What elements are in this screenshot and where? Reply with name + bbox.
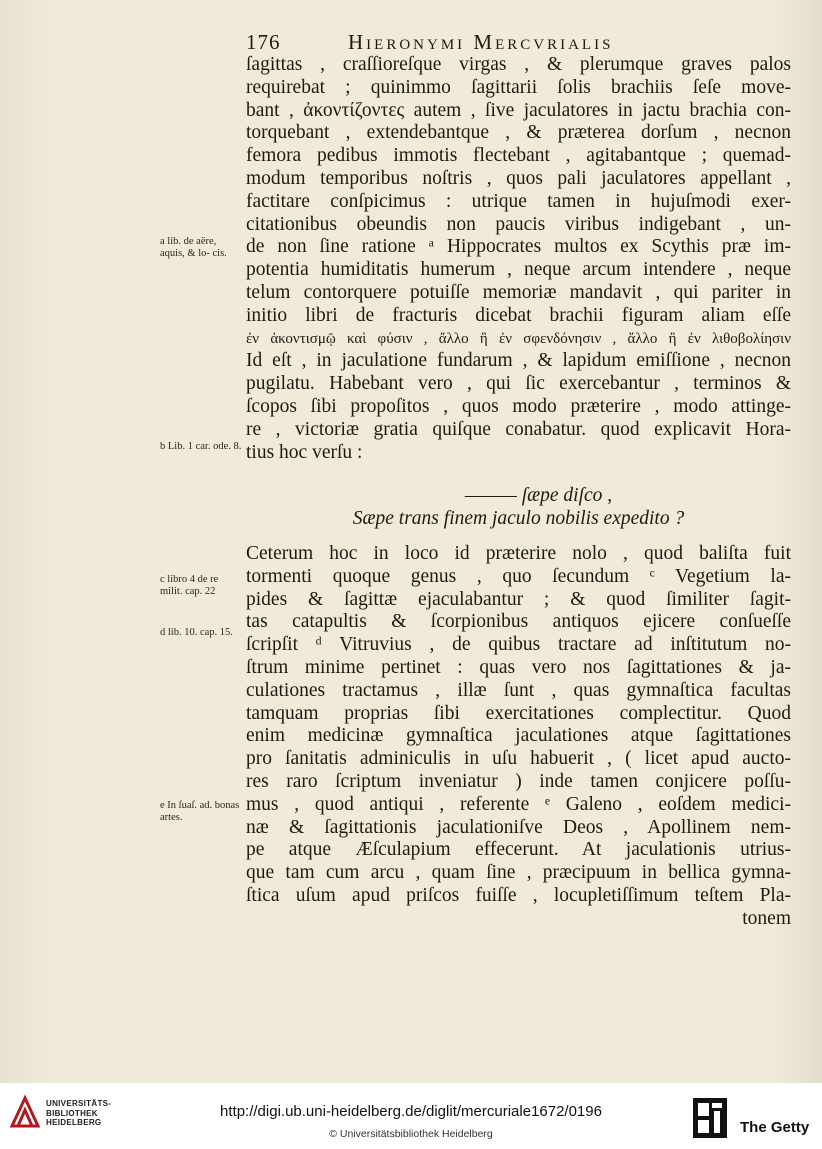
text-line: torquebant , extendebantque , & præterea dorſum , necnon <box>246 122 791 144</box>
text-line: Ceterum hoc in loco id præterire nolo , quod baliſta fuit <box>246 542 791 564</box>
text-line: tormenti quoque genus , quo ſecundum ᶜ Vegetium la- <box>246 565 791 587</box>
spacer <box>246 531 791 543</box>
page-number: 176 <box>246 30 281 54</box>
main-text <box>246 54 791 930</box>
text-line: pro ſanitatis adminiculis in uſu habuerit , ( licet apud aucto- <box>246 748 791 770</box>
greek-line: ἐν ἀκοντισμῷ καὶ φύσιν , ἄλλο ἢ ἐν σφενδόνησιν , ἄλλο ἢ ἐν λιθοβολίησιν <box>246 330 791 347</box>
getty-logo-icon <box>692 1097 728 1139</box>
margin-note-e: e In ſuaſ. ad. bonas artes. <box>160 800 240 823</box>
text-line: tamquam proprias ſibi exercitationes complectitur. Quod <box>246 702 791 724</box>
margin-note-a: a lib. de aëre, aquis, & lo- cis. <box>160 236 227 259</box>
text-line: initio libri de fracturis dicebat brachii figuram aliam eſſe <box>246 304 791 326</box>
verse-line: Sæpe trans finem jaculo nobilis expedito ? <box>352 508 685 530</box>
text-line: que tam cum arcu , quam ſine , præcipuum in bellica gymna- <box>246 862 791 884</box>
text-line: de non ſine ratione ᵃ Hippocrates multos ex Scythis præ im- <box>246 236 791 258</box>
text-line: modum temporibus noſtris , quos pali jaculatores appellant , <box>246 167 791 189</box>
margin-note-d: d lib. 10. cap. 15. <box>160 627 233 638</box>
permalink-url[interactable]: http://digi.ub.uni-heidelberg.de/diglit/mercuriale1672/0196 <box>220 1103 602 1120</box>
text-line: mus , quod antiqui , referente ᵉ Galeno , eoſdem medici- <box>246 793 791 815</box>
text-line: culationes tractamus , illæ ſunt , quas gymnaſtica facultas <box>246 679 791 701</box>
text-line: potentia humiditatis humerum , neque arcum intendere , neque <box>246 259 791 281</box>
text-line: pides & ſagittæ ejaculabantur ; & quod ſimiliter ſagit- <box>246 588 791 610</box>
text-line: ſcripſit ᵈ Vitruvius , de quibus tractare ad inſtitutum no- <box>246 634 791 656</box>
library-name-line: BIBLIOTHEK <box>46 1108 98 1118</box>
text-line: telum contorquere potuiſſe memoriæ mandavit , qui pariter in <box>246 281 791 303</box>
text-line: ſtrum minime pertinet : quas vero nos ſagittationes & ja- <box>246 656 791 678</box>
text-line: femora pedibus immotis flectebant , agitabantque ; quemad- <box>246 145 791 167</box>
text-line: re , victoriæ gratia quiſque conabatur. quod explicavit Hora- <box>246 418 791 440</box>
getty-name: The Getty <box>740 1119 810 1136</box>
text-line: pugilatu. Habebant vero , qui ſic exercebantur , terminos & <box>246 373 791 395</box>
text-line: Id eſt , in jaculatione fundarum , & lapidum emiſſione , necnon <box>246 350 791 372</box>
text-line: ſagittas , craſſioreſque virgas , & plerumque graves palos <box>246 54 791 75</box>
text-line: requirebat ; quinimmo ſagittarii ſolis brachiis ſeſe move- <box>246 76 791 98</box>
verse-line: ——— ſæpe diſco , <box>464 485 613 507</box>
catchword: tonem <box>742 907 791 929</box>
text-line: citationibus obeundis non paucis viribus indigebant , un- <box>246 213 791 235</box>
running-head-title: Hieronymi Mercvrialis <box>348 30 614 54</box>
text-line: bant , ἀκοντίζοντες autem , ſive jaculatores in jactu brachia con- <box>246 99 791 121</box>
text-line: enim medicinæ gymnaſtica jaculationes atque ſagittationes <box>246 725 791 747</box>
text-line: pe atque Æſculapium effecerunt. At jaculationis utrius- <box>246 839 791 861</box>
text-line: ſcopos ſibi propoſitos , quos modo præterire , modo attinge- <box>246 395 791 417</box>
margin-note-c: c libro 4 de re milit. cap. 22 <box>160 574 219 597</box>
copyright-notice: © Universitätsbibliothek Heidelberg <box>329 1128 493 1140</box>
spacer <box>246 464 791 485</box>
library-name-line: UNIVERSITÄTS- <box>46 1099 112 1108</box>
library-name-line: HEIDELBERG <box>46 1118 102 1127</box>
text-line: ſtica uſum apud priſcos fuiſſe , locupletiſſimum teſtem Pla- <box>246 884 791 906</box>
text-line: tas catapultis & ſcorpionibus antiquos ejicere conſueſſe <box>246 611 791 633</box>
text-line: res raro ſcriptum inveniatur ) inde tamen conjicere poſſu- <box>246 770 791 792</box>
text-line: factitare conſpicimus : utrique tamen in hujuſmodi exer- <box>246 190 791 212</box>
text-line: næ & ſagittationis jaculationiſve Deos , Apollinem nem- <box>246 816 791 838</box>
margin-note-b: b Lib. 1 car. ode. 8. <box>160 441 242 452</box>
text-line: tius hoc verſu : <box>246 441 363 463</box>
